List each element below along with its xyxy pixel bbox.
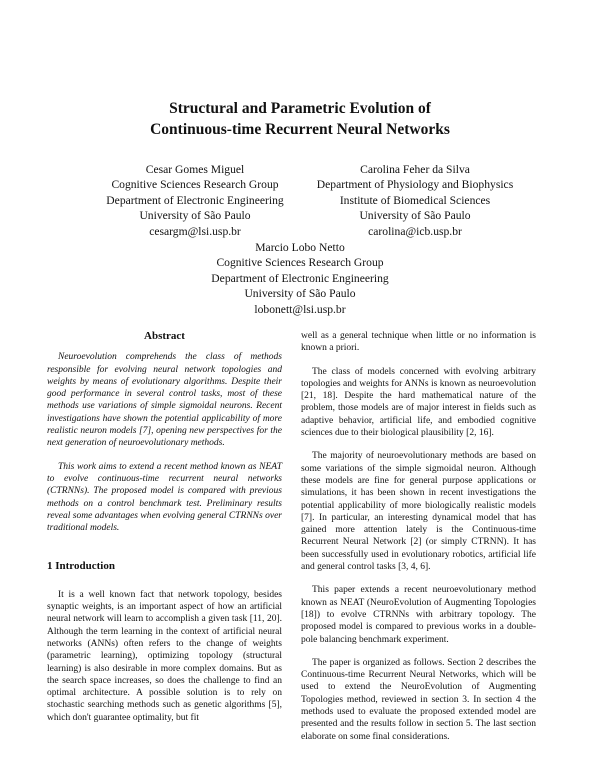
- author-email: lobonett@lsi.usp.br: [254, 302, 346, 316]
- author-block-1: [70, 162, 320, 239]
- right-paragraph-2: The majority of neuroevolutionary methods are based on some variations of the simple sigmoidal neuron. Although these models are fine for general purpose applications or simulations, it has been shown in recent investigations the potential applicability of more biologically realistic models [7]. In particular, an interesting dynamical model that has gained more attention lately is the Continuous-time Recurrent Neural Network [2] (or simply CTRNN). It has been successfully used in evolutionary robotics, artificial life and general control tasks [3, 4, 6].: [301, 451, 536, 573]
- right-paragraph-4: The paper is organized as follows. Section 2 describes the Continuous-time Recurrent Neural Networks, which will be used to extend the NeuroEvolution of Augmenting Topologies method, reviewed in section 3. In section 4 the methods used to evaluate the proposed extended model are presented and the results follow in section 5. The last section elaborate on some final considerations.: [301, 657, 536, 742]
- author-email: carolina@icb.usp.br: [368, 224, 462, 238]
- author-dept: Department of Electronic Engineering: [211, 271, 389, 285]
- right-paragraph-0: well as a general technique when little or no information is known a priori.: [301, 331, 536, 354]
- author-name: Cesar Gomes Miguel: [145, 163, 245, 176]
- author-block-3: [170, 240, 430, 317]
- right-paragraph-1: The class of models concerned with evolving arbitrary topologies and weights for ANNs is known as neuroevolution [21, 18]. Despite the hard mathematical nature of the problem, those models are of major interest in fields such as adaptive behavior, artificial life, and embodied cognitive sciences due to their biological plausibility [2, 16].: [301, 366, 536, 439]
- abstract-paragraph-2: This work aims to extend a recent method known as NEAT to evolve continuous-time recurrent neural networks (CTRNNs). The proposed model is compared with previous methods on a control benchmark test. Preliminary results reveal some advantages when evolving general CTRNNs over traditional models.: [47, 461, 282, 534]
- intro-paragraph-1: It is a well known fact that network topology, besides synaptic weights, is an important aspect of how an artificial neural network will learn to accomplish a given task [11, 20]. Although the term learning in the context of artificial neural networks (ANNs) often refers to the change of weights (parametric learning), optimizing topology (structural learning) is also desirable in more complex domains. But as the search space increases, so does the challenge to find an optimal architecture. A possible solution is to rely on stochastic searching methods such as genetic algorithms [5], which don't guarantee optimality, but fit: [47, 589, 282, 723]
- author-univ: University of São Paulo: [139, 209, 251, 223]
- author-group: Department of Physiology and Biophysics: [316, 178, 514, 192]
- title-line-1: Structural and Parametric Evolution of: [169, 100, 431, 117]
- author-name: Marcio Lobo Netto: [255, 241, 345, 254]
- abstract-paragraph-1: Neuroevolution comprehends the class of methods responsible for evolving neural network topologies and weights by means of evolutionary algorithms. Despite their good performance in several control tasks, most of these methods use variations of simple sigmoidal neurons. Recent investigations have shown the potential applicability of more realistic neuron models [7], opening new perspectives for the next generation of neuroevolutionary methods.: [47, 352, 282, 449]
- author-univ: University of São Paulo: [359, 209, 471, 223]
- abstract-heading: Abstract: [144, 330, 185, 342]
- left-column: [47, 330, 282, 735]
- author-block-2: [290, 162, 540, 239]
- author-group: Cognitive Sciences Research Group: [216, 256, 384, 270]
- author-dept: Institute of Biomedical Sciences: [339, 193, 491, 207]
- paper-title: [0, 98, 600, 140]
- author-univ: University of São Paulo: [244, 287, 356, 301]
- right-paragraph-3: This paper extends a recent neuroevolutionary method known as NEAT (NeuroEvolution of Augmenting Topologies [18]) to evolve CTRNNs with arbitrary topology. The proposed model is compared to previous works in a double-pole balancing benchmark experiment.: [301, 585, 536, 645]
- section-heading-introduction: 1 Introduction: [47, 560, 115, 573]
- author-email: cesargm@lsi.usp.br: [149, 224, 241, 238]
- title-line-2: Continuous-time Recurrent Neural Networks: [150, 121, 450, 138]
- author-name: Carolina Feher da Silva: [360, 163, 470, 176]
- right-column: [301, 330, 536, 754]
- author-dept: Department of Electronic Engineering: [106, 193, 284, 207]
- author-group: Cognitive Sciences Research Group: [111, 178, 279, 192]
